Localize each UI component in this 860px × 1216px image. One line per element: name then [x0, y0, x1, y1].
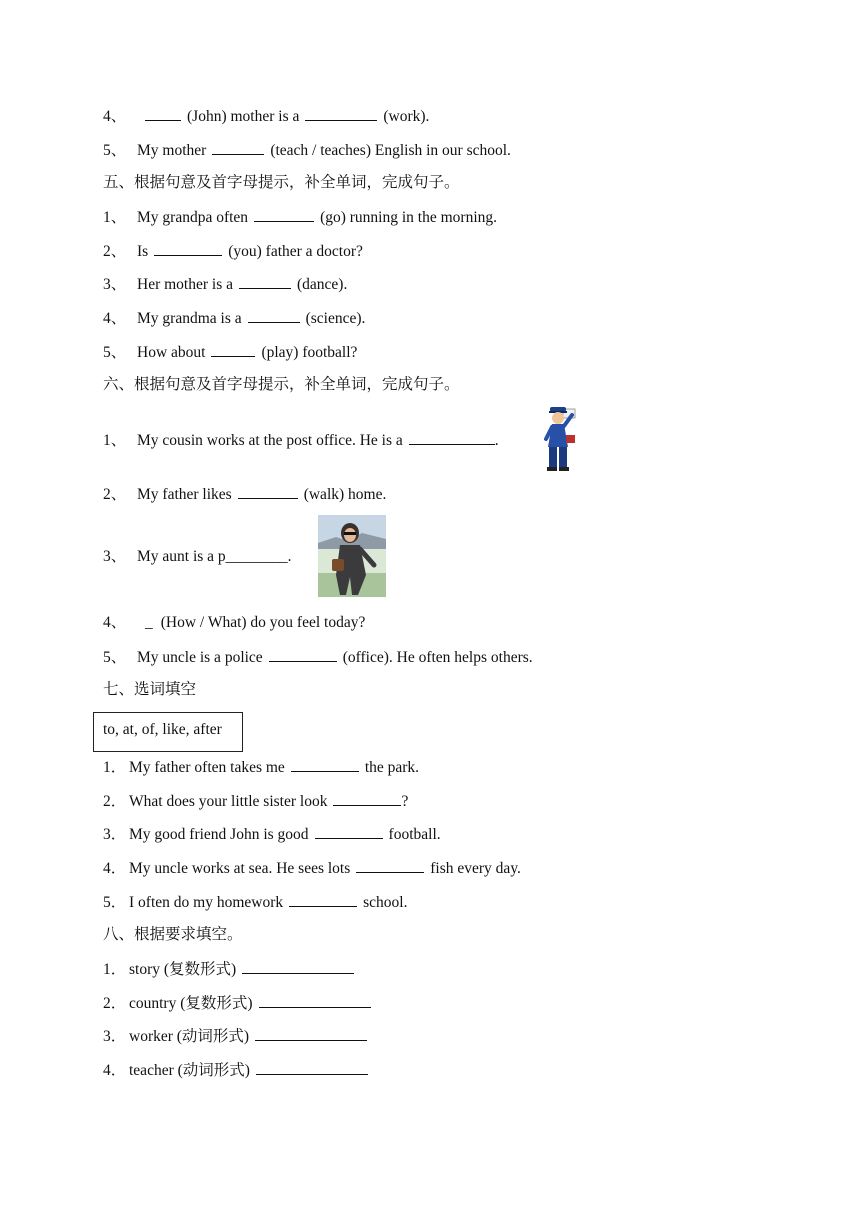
question-line: [103, 308, 365, 329]
question-line: [103, 342, 357, 363]
question-text: My uncle is a police: [137, 649, 263, 666]
answer-blank[interactable]: [289, 892, 357, 907]
answer-blank[interactable]: [154, 241, 222, 256]
question-text: worker (动词形式): [129, 1028, 250, 1045]
question-text: Her mother is a: [137, 276, 233, 293]
question-line: [103, 791, 408, 812]
question-text: (play) football?: [261, 344, 358, 361]
question-number: 5、: [103, 649, 127, 666]
answer-blank[interactable]: [356, 858, 424, 873]
question-number: 3、: [103, 548, 127, 565]
answer-blank[interactable]: [305, 106, 377, 121]
section-title: 七、选词填空: [103, 681, 197, 698]
question-text: My father often takes me: [129, 759, 285, 776]
answer-blank[interactable]: _: [145, 614, 153, 631]
question-line: [103, 430, 499, 451]
question-number: 5、: [103, 344, 127, 361]
question-number: 1．: [103, 961, 127, 978]
question-line: [103, 106, 429, 127]
answer-blank[interactable]: [315, 824, 383, 839]
question-line: [103, 1026, 373, 1047]
woman-illustration: [318, 515, 386, 597]
postman-illustration: [538, 405, 584, 473]
question-number: 5、: [103, 142, 127, 159]
word-bank-box: to, at, of, like, after: [93, 712, 243, 752]
answer-blank[interactable]: [211, 342, 255, 357]
question-text: school.: [363, 894, 408, 911]
question-number: 2、: [103, 486, 127, 503]
question-number: 4．: [103, 1062, 127, 1079]
question-text: (John) mother is a: [187, 108, 300, 125]
answer-blank[interactable]: [242, 959, 354, 974]
question-line: [103, 993, 377, 1014]
question-line: [103, 274, 347, 295]
answer-blank[interactable]: [269, 647, 337, 662]
question-text: My aunt is a p________.: [137, 548, 292, 565]
question-number: 4、: [103, 310, 127, 327]
question-number: 2、: [103, 243, 127, 260]
section-title: 六、根据句意及首字母提示，补全单词，完成句子。: [103, 376, 460, 393]
question-line: [103, 140, 511, 161]
answer-blank[interactable]: [248, 308, 300, 323]
question-number: 4、: [103, 108, 127, 125]
question-text: .: [494, 432, 499, 449]
question-line: [103, 547, 292, 567]
question-text: story (复数形式): [129, 961, 237, 978]
answer-blank[interactable]: [291, 757, 359, 772]
question-number: 3．: [103, 826, 127, 843]
question-text: teacher (动词形式): [129, 1062, 250, 1079]
question-text: My good friend John is good: [129, 826, 309, 843]
question-text: country (复数形式): [129, 995, 253, 1012]
question-text: fish every day.: [430, 860, 521, 877]
question-text: (teach / teaches) English in our school.: [270, 142, 511, 159]
question-text: What does your little sister look: [129, 793, 328, 810]
answer-blank[interactable]: [254, 207, 314, 222]
question-number: 1．: [103, 759, 127, 776]
question-number: 4、: [103, 614, 127, 631]
question-text: My cousin works at the post office. He is a: [137, 432, 403, 449]
question-line: [103, 959, 360, 980]
question-text: (office). He often helps others.: [342, 649, 533, 666]
answer-blank[interactable]: [333, 791, 401, 806]
section-title: 八、根据要求填空。: [103, 926, 243, 943]
question-text: (walk) home.: [303, 486, 387, 503]
question-text: (How / What) do you feel today?: [160, 614, 366, 631]
question-number: 2．: [103, 995, 127, 1012]
question-line: [103, 824, 441, 845]
question-number: 3、: [103, 276, 127, 293]
question-text: ?: [401, 793, 409, 810]
question-text: My uncle works at sea. He sees lots: [129, 860, 351, 877]
question-number: 2．: [103, 793, 127, 810]
answer-blank[interactable]: [239, 274, 291, 289]
question-text: (science).: [305, 310, 366, 327]
question-line: [103, 892, 407, 913]
question-text: (you) father a doctor?: [228, 243, 363, 260]
question-text: I often do my homework: [129, 894, 284, 911]
answer-blank[interactable]: [212, 140, 264, 155]
question-text: football.: [388, 826, 441, 843]
answer-blank[interactable]: [238, 484, 298, 499]
question-line: [103, 241, 363, 262]
question-text: How about: [137, 344, 206, 361]
question-text: My grandpa often: [137, 209, 249, 226]
answer-blank[interactable]: [259, 993, 371, 1008]
answer-blank[interactable]: [256, 1060, 368, 1075]
question-text: the park.: [364, 759, 420, 776]
question-text: My mother: [137, 142, 207, 159]
question-text: (dance).: [296, 276, 348, 293]
question-line: [103, 757, 419, 778]
answer-blank[interactable]: [145, 106, 181, 121]
question-text: (go) running in the morning.: [320, 209, 497, 226]
question-number: 5．: [103, 894, 127, 911]
question-line: [103, 484, 386, 505]
question-text: My father likes: [137, 486, 232, 503]
question-line: [103, 207, 497, 228]
question-number: 3．: [103, 1028, 127, 1045]
question-number: 4．: [103, 860, 127, 877]
question-line: [103, 1060, 374, 1081]
question-line: [103, 613, 365, 633]
question-text: My grandma is a: [137, 310, 242, 327]
section-title: 五、根据句意及首字母提示，补全单词，完成句子。: [103, 174, 460, 191]
question-number: 1、: [103, 432, 127, 449]
answer-blank[interactable]: [409, 430, 495, 445]
question-line: [103, 647, 533, 668]
question-text: Is: [137, 243, 149, 260]
question-line: [103, 858, 521, 879]
question-text: (work).: [383, 108, 430, 125]
question-number: 1、: [103, 209, 127, 226]
answer-blank[interactable]: [255, 1026, 367, 1041]
